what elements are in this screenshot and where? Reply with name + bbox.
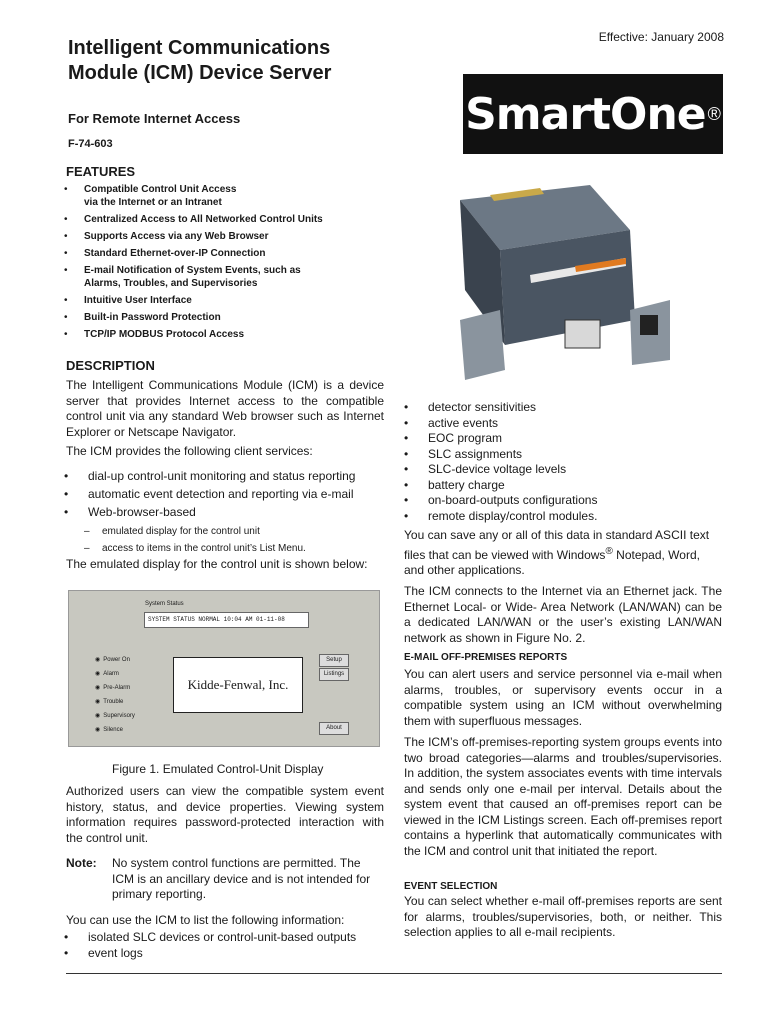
event-selection-heading: EVENT SELECTION xyxy=(404,881,498,892)
indicator-trouble: ◉ Trouble xyxy=(95,698,123,705)
smartone-logo xyxy=(463,74,723,154)
list-intro: You can use the ICM to list the following information: xyxy=(66,913,345,927)
emulated-display-label: System Status xyxy=(145,601,184,607)
info-item: • SLC assignments xyxy=(404,447,724,463)
emulated-status-field: SYSTEM STATUS NORMAL 10:04 AM 01-11-08 xyxy=(144,612,309,628)
info-list-right xyxy=(404,400,724,524)
email-reports-heading: E-MAIL OFF-PREMISES REPORTS xyxy=(404,652,568,663)
feature-item: • Built-in Password Protection xyxy=(64,311,364,324)
emulated-setup-button: Setup xyxy=(319,654,349,667)
indicator-alarm: ◉ Alarm xyxy=(95,670,119,677)
indicator-power-on: ◉ Power On xyxy=(95,656,130,663)
kidde-fenwal-label: Kidde-Fenwal, Inc. xyxy=(173,657,303,713)
info-item: • remote display/control modules. xyxy=(404,509,724,525)
sub-service-item: – access to items in the control unit’s List Menu. xyxy=(84,540,306,557)
ethernet-paragraph: The ICM connects to the Internet via an Ethernet jack. The Ethernet Local- or Wide- Area Network (LAN/WAN) can be a dedicated LAN/WAN or the user’s existing LAN/WAN network as shown in Figure No. 2. xyxy=(404,584,722,645)
description-heading: DESCRIPTION xyxy=(66,358,155,373)
feature-item: • Centralized Access to All Networked Control Units xyxy=(64,213,364,226)
save-data-paragraph: You can save any or all of this data in standard ASCII text files that can be viewed with Windows® Notepad, Word, and other applications. xyxy=(404,528,710,577)
note-label: Note: xyxy=(66,856,97,870)
description-paragraph: The Intelligent Communications Module (ICM) is a device server that provides Internet access to the compatible control unit via any standard Web browser such as Internet Explorer or Netscape Navigator. xyxy=(66,378,384,439)
footer-rule xyxy=(66,973,722,974)
info-item: • on-board-outputs configurations xyxy=(404,493,724,509)
indicator-silence: ◉ Silence xyxy=(95,726,123,733)
emulated-about-button: About xyxy=(319,722,349,735)
feature-item: • TCP/IP MODBUS Protocol Access xyxy=(64,328,364,341)
info-item: • SLC-device voltage levels xyxy=(404,462,724,478)
services-intro: The ICM provides the following client services: xyxy=(66,444,313,458)
figure-intro: The emulated display for the control unit is shown below: xyxy=(66,557,368,571)
emulated-display-figure xyxy=(68,590,380,747)
service-item: • automatic event detection and reporting via e-mail xyxy=(64,485,384,503)
info-item: • EOC program xyxy=(404,431,724,447)
info-item: • active events xyxy=(404,416,724,432)
info-list-left xyxy=(64,930,384,961)
note-text: No system control functions are permitted. The ICM is an ancillary device and is not intended for primary reporting. xyxy=(112,856,371,901)
icm-device-photo xyxy=(420,170,680,390)
sub-service-item: – emulated display for the control unit xyxy=(84,523,306,540)
document-title xyxy=(68,36,428,86)
feature-item: • Standard Ethernet-over-IP Connection xyxy=(64,247,364,260)
title-line-2: Module (ICM) Device Server xyxy=(68,62,332,84)
logo-registered-mark: ® xyxy=(707,103,721,124)
title-line-1: Intelligent Communications xyxy=(68,37,331,59)
feature-item: • Intuitive User Interface xyxy=(64,294,364,307)
indicator-supervisory: ◉ Supervisory xyxy=(95,712,135,719)
info-item: • isolated SLC devices or control-unit-based outputs xyxy=(64,930,384,946)
feature-item: • Supports Access via any Web Browser xyxy=(64,230,364,243)
document-subtitle: For Remote Internet Access xyxy=(68,111,241,126)
authorized-users-paragraph: Authorized users can view the compatible system event history, status, and device properties. Viewing system information requires password-protected interaction with the control unit. xyxy=(66,784,384,845)
event-selection-paragraph: You can select whether e-mail off-premises reports are sent for alarms, troubles/supervisories, both, or neither. This selection applies to all e-mail recipients. xyxy=(404,894,722,939)
feature-list xyxy=(64,183,364,345)
logo-text: SmartOne xyxy=(465,88,706,140)
feature-item: • E-mail Notification of System Events, such as Alarms, Troubles, and Supervisories xyxy=(64,264,364,290)
figure-caption: Figure 1. Emulated Control-Unit Display xyxy=(112,762,324,776)
service-item: • dial-up control-unit monitoring and status reporting xyxy=(64,467,384,485)
effective-date: Effective: January 2008 xyxy=(598,30,724,44)
off-premises-paragraph: The ICM’s off-premises-reporting system groups events into two broad categories—alarms and troubles/supervisories. In addition, the system associates events with time intervals and sends only one e-mail per interval. Details about the system event that caused an off-premises report can be viewed in the ICM Listings screen. Each off-premises report contains a hyperlink that automatically communicates with the ICM and control unit that initiated the report. xyxy=(404,735,722,858)
email-paragraph: You can alert users and service personnel via e-mail when alarms, troubles, or supervisory events occur in a compatible system using an ICM without overwhelming them with superfluous messages. xyxy=(404,667,722,728)
service-list xyxy=(64,467,384,521)
emulated-listings-button: Listings xyxy=(319,668,349,681)
info-item: • detector sensitivities xyxy=(404,400,724,416)
feature-item: • Compatible Control Unit Access via the Internet or an Intranet xyxy=(64,183,364,209)
sub-service-list xyxy=(84,523,306,557)
indicator-pre-alarm: ◉ Pre-Alarm xyxy=(95,684,130,691)
service-item: • Web-browser-based xyxy=(64,503,384,521)
info-item: • battery charge xyxy=(404,478,724,494)
document-number: F-74-603 xyxy=(68,138,113,150)
features-heading: FEATURES xyxy=(66,164,136,179)
info-item: • event logs xyxy=(64,946,384,962)
